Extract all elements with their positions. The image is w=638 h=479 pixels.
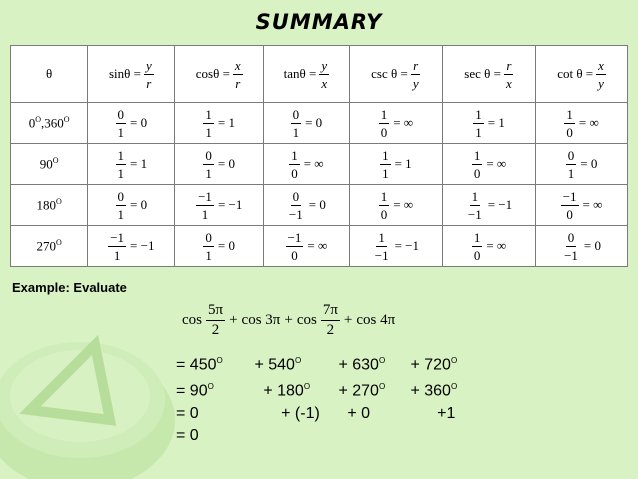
table-row xyxy=(11,185,628,226)
trig-summary-table xyxy=(10,45,628,267)
header-theta: θ xyxy=(11,46,88,103)
example-label: Example: Evaluate xyxy=(12,280,127,295)
header-sec: sec θ = $\frac{r}{x}$ xyxy=(442,46,535,103)
value-cell: $\frac{1}{0}$ = ∞ xyxy=(442,144,535,185)
angle-cell: $270^O$ xyxy=(11,226,88,267)
value-cell: $\frac{1}{1}$ = 1 xyxy=(442,103,535,144)
table-row xyxy=(11,103,628,144)
header-sin: sinθ = $\frac{y}{r}$ xyxy=(88,46,175,103)
value-cell: $\frac{0}{1}$ = 0 xyxy=(536,144,628,185)
decorative-button-graphic xyxy=(0,300,190,479)
angle-cell: $180^O$ xyxy=(11,185,88,226)
value-cell: $\frac{0}{-1}$ = 0 xyxy=(536,226,628,267)
value-cell: $\frac{1}{-1}$ = −1 xyxy=(442,185,535,226)
value-cell: $\frac{0}{1}$ = 0 xyxy=(88,185,175,226)
step-line: = $90^O$ + $180^O$ + $270^O$ + $360^O$ xyxy=(176,382,458,400)
angle-cell: $0^O,360^O$ xyxy=(11,103,88,144)
value-cell: $\frac{1}{1}$ = 1 xyxy=(175,103,263,144)
step-line: = $450^O$ + $540^O$ + $630^O$ + $720^O$ xyxy=(176,356,458,374)
value-cell: $\frac{0}{1}$ = 0 xyxy=(175,144,263,185)
header-cos: cosθ = $\frac{x}{r}$ xyxy=(175,46,263,103)
value-cell: $\frac{-1}{1}$ = −1 xyxy=(175,185,263,226)
value-cell: $\frac{1}{1}$ = 1 xyxy=(349,144,442,185)
step-line: = 0 + (-1) + 0 +1 xyxy=(176,404,456,422)
solution-steps xyxy=(176,350,496,447)
value-cell: $\frac{-1}{0}$ = ∞ xyxy=(536,185,628,226)
header-tan: tanθ = $\frac{y}{x}$ xyxy=(263,46,349,103)
value-cell: $\frac{1}{0}$ = ∞ xyxy=(536,103,628,144)
table-row xyxy=(11,226,628,267)
value-cell: $\frac{1}{0}$ = ∞ xyxy=(442,226,535,267)
table-header-row xyxy=(11,46,628,103)
value-cell: $\frac{1}{-1}$ = −1 xyxy=(349,226,442,267)
value-cell: $\frac{-1}{0}$ = ∞ xyxy=(263,226,349,267)
value-cell: $\frac{1}{0}$ = ∞ xyxy=(349,185,442,226)
value-cell: $\frac{0}{1}$ = 0 xyxy=(88,103,175,144)
value-cell: $\frac{0}{1}$ = 0 xyxy=(175,226,263,267)
step-line: = 0 xyxy=(176,426,199,444)
table-row xyxy=(11,144,628,185)
value-cell: $\frac{1}{0}$ = ∞ xyxy=(349,103,442,144)
value-cell: $\frac{1}{0}$ = ∞ xyxy=(263,144,349,185)
value-cell: $\frac{0}{1}$ = 0 xyxy=(263,103,349,144)
header-csc: csc θ = $\frac{r}{y}$ xyxy=(349,46,442,103)
value-cell: $\frac{1}{1}$ = 1 xyxy=(88,144,175,185)
page-title: SUMMARY xyxy=(255,10,383,34)
value-cell: $\frac{-1}{1}$ = −1 xyxy=(88,226,175,267)
header-cot: cot θ = $\frac{x}{y}$ xyxy=(536,46,628,103)
value-cell: $\frac{0}{-1}$ = 0 xyxy=(263,185,349,226)
example-expression: cos $\frac{5\pi}{2}$ + cos 3π + cos $\frac{7\pi}{2}$ + cos 4π xyxy=(182,301,396,338)
angle-cell: $90^O$ xyxy=(11,144,88,185)
